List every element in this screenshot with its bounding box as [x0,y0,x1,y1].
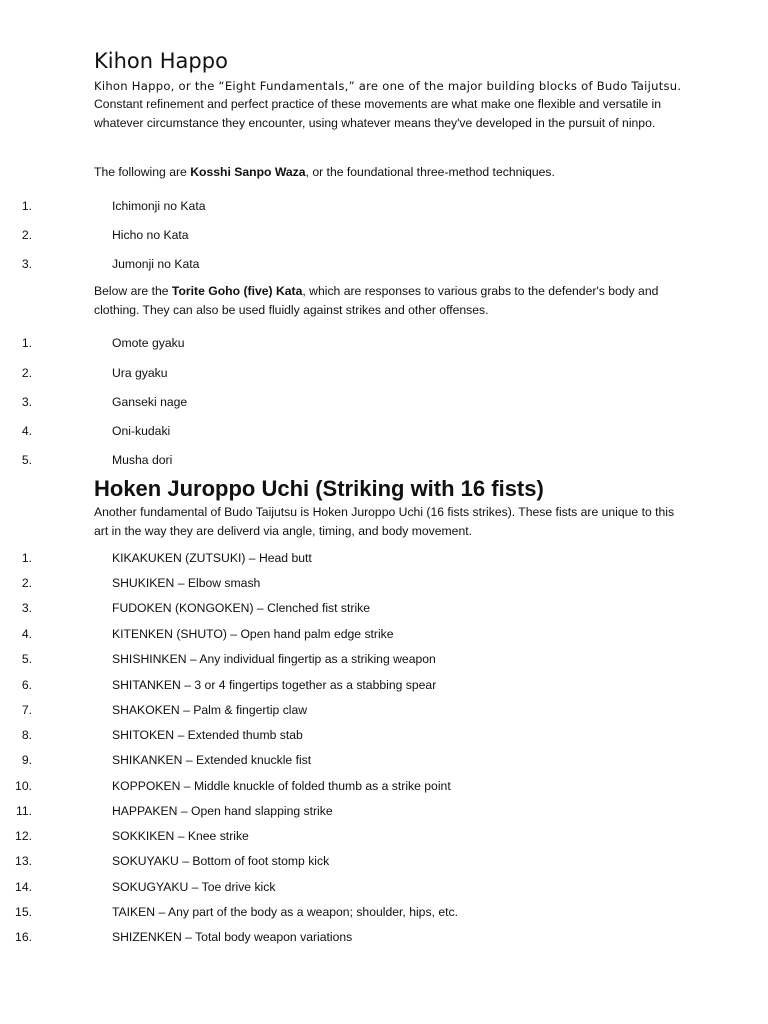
list-item [0,650,700,668]
list-item-text: SHISHINKEN – Any individual fingertip as a striking weapon [112,652,436,666]
list-item-number: 2. [21,576,32,590]
torite-intro-post: , which are responses to various grabs to the defender's body and clothing. They can also be used fluidly against strikes and other offenses. [94,284,659,317]
sanpo-intro-bold: Kosshi Sanpo Waza [190,165,306,179]
sanpo-intro-paragraph [94,163,684,182]
list-item-number: 9. [21,753,32,767]
list-item-number: 5. [21,652,32,666]
list-item [0,726,700,744]
list-item-text: SOKKIKEN – Knee strike [112,829,249,843]
sanpo-intro-post: , or the foundational three-method techniques. [305,165,555,179]
list-item-number: 6. [21,678,32,692]
list-item-number: 7. [21,703,32,717]
list-item [0,599,700,617]
list-item [0,334,700,352]
heading-kihon-happo: Kihon Happo [94,49,228,73]
list-item [0,364,700,382]
list-item-number: 10. [15,779,32,793]
list-item-number: 5. [21,453,32,467]
list-item-text: Musha dori [112,453,173,467]
list-item-text: HAPPAKEN – Open hand slapping strike [112,804,333,818]
list-item-number: 3. [21,257,32,271]
list-item [0,226,700,244]
list-item-text: Jumonji no Kata [112,257,200,271]
list-item-number: 3. [21,601,32,615]
list-item-text: Ura gyaku [112,366,168,380]
list-item-number: 1. [21,551,32,565]
list-item-number: 1. [21,336,32,350]
list-item [0,625,700,643]
torite-intro-pre: Below are the [94,284,172,298]
list-item-number: 8. [21,728,32,742]
list-item [0,777,700,795]
list-item-text: SHITOKEN – Extended thumb stab [112,728,303,742]
list-item-number: 12. [15,829,32,843]
list-item-text: KOPPOKEN – Middle knuckle of folded thumb as a strike point [112,779,451,793]
list-item [0,701,700,719]
list-item [0,903,700,921]
list-item-text: SHUKIKEN – Elbow smash [112,576,261,590]
list-item-text: Hicho no Kata [112,228,189,242]
list-item [0,451,700,469]
list-item-text: Ganseki nage [112,395,188,409]
torite-intro-bold: Torite Goho (five) Kata [171,284,303,298]
list-item-text: SOKUGYAKU – Toe drive kick [112,880,276,894]
list-item-number: 13. [15,854,32,868]
kihon-intro-paragraph: Constant refinement and perfect practice of these movements are what make one flexible and versatile in whatever circumstance they encounter, using whatever means they've developed in the pursuit of ninpo. [94,97,662,130]
hoken-intro-paragraph: Another fundamental of Budo Taijutsu is Hoken Juroppo Uchi (16 fists strikes). These fists are unique to this art in the way they are deliverd via angle, timing, and body movement. [94,505,675,538]
list-item-number: 11. [15,804,32,818]
list-item-number: 4. [21,627,32,641]
list-item-number: 1. [21,199,32,213]
list-item-text: SOKUYAKU – Bottom of foot stomp kick [112,854,330,868]
list-item-text: Omote gyaku [112,336,185,350]
list-item-number: 2. [21,366,32,380]
list-item [0,574,700,592]
torite-intro-paragraph [94,282,684,319]
list-item-text: TAIKEN – Any part of the body as a weapon; shoulder, hips, etc. [112,905,458,919]
list-item-number: 14. [15,880,32,894]
sanpo-intro-pre: The following are [94,165,191,179]
list-item [0,878,700,896]
list-item-text: FUDOKEN (KONGOKEN) – Clenched fist strike [112,601,371,615]
list-item [0,422,700,440]
list-item [0,751,700,769]
list-item-text: KIKAKUKEN (ZUTSUKI) – Head butt [112,551,312,565]
heading-hoken-juroppo-uchi: Hoken Juroppo Uchi (Striking with 16 fists) [94,476,544,501]
kihon-intro-first-line: Kihon Happo, or the “Eight Fundamentals,” are one of the major building blocks of Budo Taijutsu. [94,79,682,93]
list-item-text: SHITANKEN – 3 or 4 fingertips together as a stabbing spear [112,678,437,692]
list-item-number: 15. [15,905,32,919]
list-item-text: Ichimonji no Kata [112,199,206,213]
list-item [0,827,700,845]
list-item-text: KITENKEN (SHUTO) – Open hand palm edge strike [112,627,394,641]
list-item [0,852,700,870]
list-item [0,393,700,411]
list-item [0,255,700,273]
list-item-text: SHIKANKEN – Extended knuckle fist [112,753,312,767]
list-item [0,928,700,946]
list-item [0,676,700,694]
list-item [0,549,700,567]
list-item [0,802,700,820]
list-item-number: 4. [21,424,32,438]
list-item [0,197,700,215]
list-item-text: Oni-kudaki [112,424,171,438]
list-item-number: 3. [21,395,32,409]
list-item-number: 2. [21,228,32,242]
list-item-text: SHAKOKEN – Palm & fingertip claw [112,703,308,717]
list-item-number: 16. [15,930,32,944]
list-item-text: SHIZENKEN – Total body weapon variations [112,930,353,944]
